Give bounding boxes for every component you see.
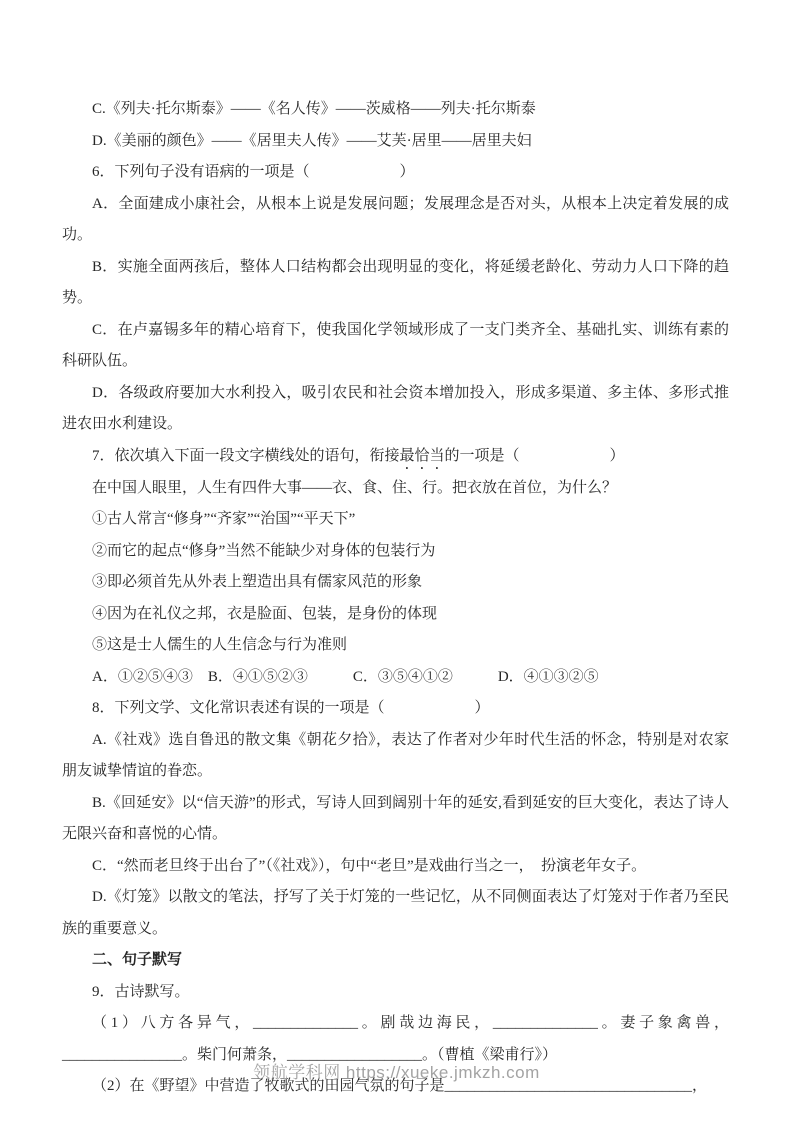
section-heading-dictation [62, 945, 729, 977]
text-run: D.《灯笼》以散文的笔法，抒写了关于灯笼的一些记忆，从不同侧面表达了灯笼对于作者乃至民族的重要意义。 [62, 889, 729, 937]
text-run: ③即必须首先从外表上塑造出具有儒家风范的形象 [92, 574, 423, 590]
text-run: ①古人常言“修身”“齐家”“治国”“平天下” [92, 511, 356, 527]
q7-sentence-5 [62, 630, 729, 662]
text-run: B.《回延安》以“信天游”的形式，写诗人回到阔别十年的延安,看到延安的巨大变化，表达了诗人无限兴奋和喜悦的心情。 [62, 794, 729, 842]
q6-option-a [62, 189, 729, 252]
text-run: 在中国人眼里，人生有四件大事——衣、食、住、行。把衣放在首位，为什么？ [92, 479, 618, 496]
text-run: D．各级政府要加大水利投入，吸引农民和社会资本增加投入，形成多渠道、多主体、多形式推进农田水利建设。 [62, 384, 729, 432]
text-run: 6．下列句子没有语病的一项是（ ） [92, 164, 415, 180]
text-run: D.《美丽的颜色》——《居里夫人传》——艾芙·居里——居里夫妇 [92, 132, 532, 149]
text-run: ④因为在礼仪之邦，衣是脸面、包装，是身份的体现 [92, 605, 438, 622]
q8-option-b [62, 788, 729, 851]
q6-option-b [62, 252, 729, 315]
q6-option-c [62, 315, 729, 378]
watermark [0, 1058, 793, 1083]
q7-sentence-2 [62, 536, 729, 568]
q7-sentence-3 [62, 567, 729, 599]
q9-stem [62, 977, 729, 1009]
text-run: 7．依次填入下面一段文字横线处的语句，衔接 [92, 447, 400, 464]
text-run: ⑤这是士人儒生的人生信念与行为准则 [92, 637, 348, 653]
text-run: 8．下列文学、文化常识表述有误的一项是（ ） [92, 700, 490, 716]
text-run: C.《列夫·托尔斯泰》——《名人传》——茨威格——列夫·托尔斯泰 [92, 101, 536, 117]
q8-option-d [62, 882, 729, 945]
q5-option-c [62, 94, 729, 126]
text-run: （1）八方各异气，______________。剧哉边海民，______________。妻子象禽兽，________________。柴门何萧条，__________________。（曹植《梁甫行》） [62, 1015, 729, 1063]
text-run: B．实施全面两孩后，整体人口结构都会出现明显的变化，将延缓老龄化、劳动力人口下降的趋势。 [62, 258, 729, 306]
q8-stem [62, 693, 729, 725]
q7-sentence-4 [62, 599, 729, 631]
text-run: （2）在《野望》中营造了牧歌式的田园气氛的句子是_________________________________， [92, 1078, 708, 1094]
text-run: A.《社戏》选自鲁迅的散文集《朝花夕拾》，表达了作者对少年时代生活的怀念，特别是对农家朋友诚挚情谊的眷恋。 [62, 731, 729, 779]
q5-option-d [62, 126, 729, 158]
q7-choices [62, 662, 729, 694]
q7-passage-intro [62, 473, 729, 505]
emphasized-text: 最恰当 [399, 447, 445, 464]
watermark-text: 领航学科网 https://xueke.jmkzh.com [253, 1063, 540, 1082]
text-run: C．在卢嘉锡多年的精心培育下，使我国化学领域形成了一支门类齐全、基础扎实、训练有素的科研队伍。 [62, 321, 729, 369]
q8-option-a [62, 725, 729, 788]
text-run: 二、句子默写 [92, 952, 183, 968]
text-run: 9．古诗默写。 [92, 983, 190, 1000]
text-run: C．“然而老旦终于出台了”（《社戏》），句中“老旦”是戏曲行当之一， 扮演老年女子。 [92, 857, 647, 874]
text-run: 的一项是（ ） [444, 447, 625, 464]
text-run: ②而它的起点“修身”当然不能缺少对身体的包装行为 [92, 542, 436, 559]
q6-option-d [62, 378, 729, 441]
q7-stem [62, 441, 729, 473]
q8-option-c [62, 851, 729, 883]
text-run: A．全面建成小康社会，从根本上说是发展问题；发展理念是否对头，从根本上决定着发展的成功。 [62, 195, 729, 243]
q6-stem [62, 157, 729, 189]
q7-sentence-1 [62, 504, 729, 536]
text-run: A．①②⑤④③ B．④①⑤②③ C．③⑤④①② D．④①③②⑤ [92, 668, 599, 685]
